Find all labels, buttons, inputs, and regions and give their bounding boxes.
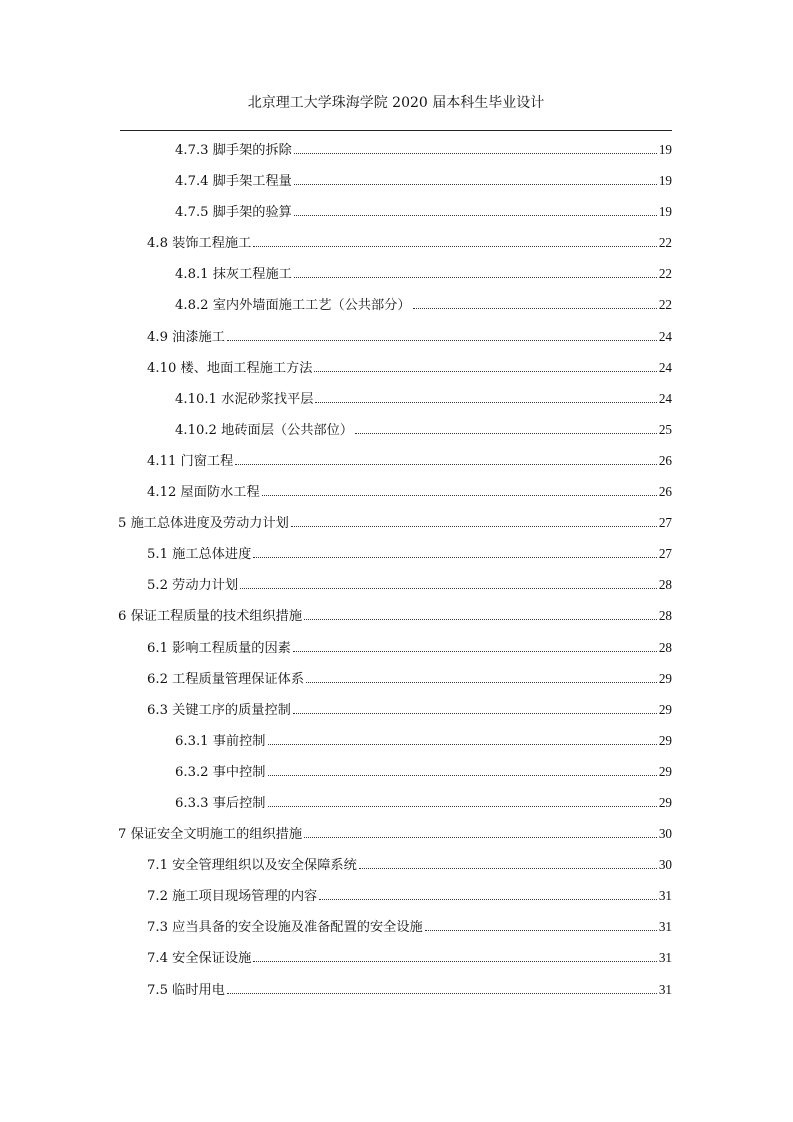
toc-entry[interactable] (118, 818, 672, 849)
toc-dot-leader (319, 899, 657, 900)
toc-entry[interactable] (147, 538, 672, 569)
toc-entry-title: 4.12 屋面防水工程 (147, 485, 260, 501)
toc-entry-title: 6.3 关键工序的质量控制 (147, 702, 291, 718)
toc-entry[interactable] (175, 289, 672, 320)
toc-entry-title: 4.9 油漆施工 (147, 329, 225, 345)
toc-entry-title: 6.3.3 事后控制 (175, 795, 266, 811)
toc-entry-page-number: 22 (658, 235, 672, 251)
toc-dot-leader (315, 402, 656, 403)
toc-entry-page-number: 29 (658, 732, 672, 748)
toc-entry-title: 5.2 劳动力计划 (147, 578, 239, 594)
toc-entry[interactable] (147, 694, 672, 725)
toc-entry[interactable] (147, 445, 672, 476)
toc-entry-page-number: 25 (658, 421, 672, 437)
toc-entry[interactable] (147, 849, 672, 880)
toc-dot-leader (294, 277, 657, 278)
toc-entry[interactable] (175, 787, 672, 818)
toc-entry-title: 4.10.1 水泥砂浆找平层 (175, 391, 314, 407)
toc-entry-title: 7.3 应当具备的安全设施及准备配置的安全设施 (147, 920, 423, 936)
toc-entry-page-number: 26 (658, 484, 672, 500)
toc-dot-leader (240, 588, 657, 589)
toc-entry[interactable] (147, 352, 672, 383)
toc-entry[interactable] (147, 911, 672, 942)
toc-dot-leader (304, 619, 657, 620)
toc-dot-leader (253, 557, 657, 558)
table-of-contents (0, 134, 793, 1005)
toc-entry-page-number: 28 (658, 639, 672, 655)
toc-dot-leader (291, 526, 657, 527)
toc-entry-title: 4.8 装饰工程施工 (147, 236, 252, 252)
toc-entry[interactable] (147, 632, 672, 663)
toc-dot-leader (355, 433, 657, 434)
toc-entry-page-number: 22 (658, 266, 672, 282)
toc-entry-page-number: 27 (658, 515, 672, 531)
toc-entry[interactable] (175, 414, 672, 445)
toc-entry[interactable] (147, 942, 672, 973)
toc-entry-page-number: 24 (658, 390, 672, 406)
toc-entry-page-number: 29 (658, 763, 672, 779)
toc-entry[interactable] (175, 196, 672, 227)
toc-entry[interactable] (175, 134, 672, 165)
toc-entry-page-number: 24 (658, 328, 672, 344)
toc-entry-title: 5 施工总体进度及劳动力计划 (118, 516, 289, 532)
toc-dot-leader (359, 868, 657, 869)
toc-entry-page-number: 19 (658, 142, 672, 157)
toc-entry-title: 4.10.2 地砖面层（公共部位） (175, 422, 354, 438)
toc-entry-page-number: 19 (658, 204, 672, 220)
toc-entry[interactable] (118, 600, 672, 631)
toc-entry-page-number: 24 (658, 359, 672, 375)
toc-entry-page-number: 31 (658, 981, 672, 997)
toc-entry-title: 4.8.2 室内外墙面施工工艺（公共部分） (175, 298, 411, 314)
toc-entry-page-number: 26 (658, 452, 672, 468)
toc-entry-title: 6.1 影响工程质量的因素 (147, 640, 291, 656)
toc-entry-title: 7.5 临时用电 (147, 982, 225, 998)
toc-dot-leader (253, 961, 657, 962)
toc-entry[interactable] (147, 227, 672, 258)
toc-entry[interactable] (147, 974, 672, 1005)
toc-dot-leader (227, 340, 657, 341)
toc-dot-leader (227, 993, 657, 994)
toc-dot-leader (425, 930, 657, 931)
toc-dot-leader (306, 682, 657, 683)
toc-dot-leader (304, 837, 657, 838)
toc-entry[interactable] (147, 476, 672, 507)
page-header: 北京理工大学珠海学院 2020 届本科生毕业设计 (247, 95, 545, 111)
toc-entry-title: 6.3.2 事中控制 (175, 764, 266, 780)
toc-entry-page-number: 28 (658, 608, 672, 624)
toc-entry[interactable] (147, 663, 672, 694)
toc-entry-page-number: 29 (658, 794, 672, 810)
toc-entry[interactable] (175, 165, 672, 196)
toc-entry[interactable] (175, 258, 672, 289)
toc-dot-leader (268, 775, 657, 776)
toc-dot-leader (235, 464, 657, 465)
header-rule (120, 130, 672, 131)
toc-dot-leader (413, 308, 657, 309)
toc-entry-title: 5.1 施工总体进度 (147, 547, 252, 563)
toc-entry-page-number: 29 (658, 701, 672, 717)
toc-dot-leader (294, 184, 657, 185)
toc-dot-leader (268, 744, 657, 745)
toc-entry-title: 6.3.1 事前控制 (175, 733, 266, 749)
toc-entry[interactable] (175, 383, 672, 414)
toc-entry-page-number: 30 (658, 857, 672, 873)
toc-entry-page-number: 31 (658, 919, 672, 935)
toc-entry-page-number: 29 (658, 670, 672, 686)
toc-entry-page-number: 30 (658, 826, 672, 842)
toc-entry[interactable] (147, 321, 672, 352)
toc-entry[interactable] (118, 507, 672, 538)
toc-entry-title: 7 保证安全文明施工的组织措施 (118, 827, 303, 843)
toc-entry[interactable] (175, 725, 672, 756)
toc-dot-leader (294, 153, 657, 154)
toc-dot-leader (268, 806, 657, 807)
toc-entry-title: 6.2 工程质量管理保证体系 (147, 671, 305, 687)
toc-entry-title: 6 保证工程质量的技术组织措施 (118, 609, 303, 625)
toc-entry-title: 4.7.5 脚手架的验算 (175, 205, 292, 221)
toc-entry-title: 7.2 施工项目现场管理的内容 (147, 889, 318, 905)
toc-entry-title: 4.8.1 抹灰工程施工 (175, 267, 292, 283)
toc-dot-leader (314, 371, 656, 372)
toc-entry-title: 7.1 安全管理组织以及安全保障系统 (147, 858, 357, 874)
toc-entry-title: 4.7.3 脚手架的拆除 (175, 143, 292, 158)
toc-entry-title: 4.10 楼、地面工程施工方法 (147, 360, 313, 376)
toc-dot-leader (253, 246, 657, 247)
toc-entry[interactable] (147, 569, 672, 600)
toc-entry-page-number: 28 (658, 577, 672, 593)
toc-entry-title: 4.7.4 脚手架工程量 (175, 174, 292, 190)
toc-dot-leader (262, 495, 657, 496)
toc-dot-leader (294, 215, 657, 216)
toc-entry-page-number: 31 (658, 950, 672, 966)
toc-dot-leader (293, 713, 657, 714)
toc-entry-page-number: 31 (658, 888, 672, 904)
toc-entry-page-number: 19 (658, 173, 672, 189)
toc-entry-title: 7.4 安全保证设施 (147, 951, 252, 967)
toc-entry-page-number: 22 (658, 297, 672, 313)
toc-dot-leader (293, 651, 657, 652)
toc-entry[interactable] (147, 880, 672, 911)
toc-entry[interactable] (175, 756, 672, 787)
toc-entry-page-number: 27 (658, 546, 672, 562)
toc-entry-title: 4.11 门窗工程 (147, 453, 234, 469)
